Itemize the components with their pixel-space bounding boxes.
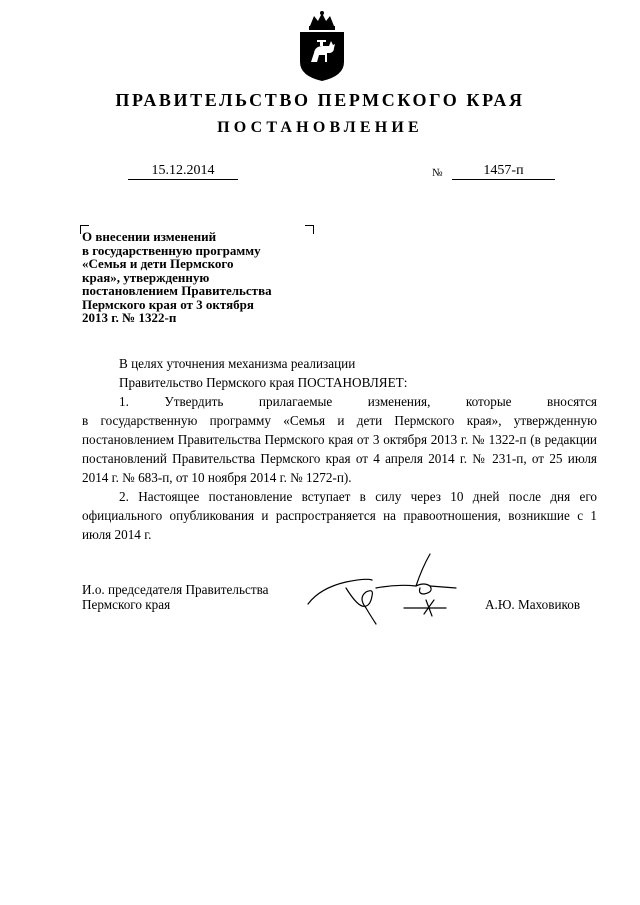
signer-name: А.Ю. Маховиков: [485, 597, 581, 612]
document-type-heading: ПОСТАНОВЛЕНИЕ: [217, 119, 423, 136]
signer-position-line-2: Пермского края: [82, 597, 171, 612]
document-date: 15.12.2014: [128, 163, 238, 180]
document-subject: [82, 230, 317, 325]
number-sign: №: [432, 167, 443, 179]
subject-line: постановлением Правительства: [82, 283, 272, 298]
subject-line: в государственную программу: [82, 242, 261, 258]
signer-position: [82, 582, 269, 612]
item-1-continuation: в государственную программу «Семья и дети Пермского края», утвержденную постановлением Правительства Пермского края от 3 октября 2013 г. № 1322-п (в редакции постановлений Правительства Пермского края от 4 апреля 2014 г. № 231-п, от 25 июля 2014 г. № 683-п, от 10 ноября 2014 г. № 1272-п).: [82, 413, 597, 485]
document-number: 1457-п: [452, 163, 555, 180]
subject-line: 2013 г. № 1322-п: [82, 310, 177, 325]
document-body: [82, 354, 597, 544]
subject-line: Пермского края от 3 октября: [82, 296, 254, 312]
handwritten-signature: [306, 548, 476, 628]
signer-position-line-1: И.о. председателя Правительства: [82, 582, 269, 597]
intro-paragraph-line-2: Правительство Пермского края ПОСТАНОВЛЯЕТ:: [119, 375, 408, 390]
subject-line: О внесении изменений: [82, 229, 217, 244]
subject-line: края», утвержденную: [82, 269, 210, 285]
item-2-paragraph: 2. Настоящее постановление вступает в силу через 10 дней после дня его официального опубликования и распространяется на правоотношения, возникшие с 1 июля 2014 г.: [82, 489, 597, 542]
subject-line: «Семья и дети Пермского: [82, 256, 234, 271]
intro-paragraph-line-1: В целях уточнения механизма реализации: [119, 356, 356, 371]
organization-title: ПРАВИТЕЛЬСТВО ПЕРМСКОГО КРАЯ: [115, 90, 525, 110]
item-1-first-line: 1. Утвердить прилагаемые изменения, которые вносятся: [119, 394, 597, 409]
coat-of-arms-emblem: [294, 10, 350, 82]
